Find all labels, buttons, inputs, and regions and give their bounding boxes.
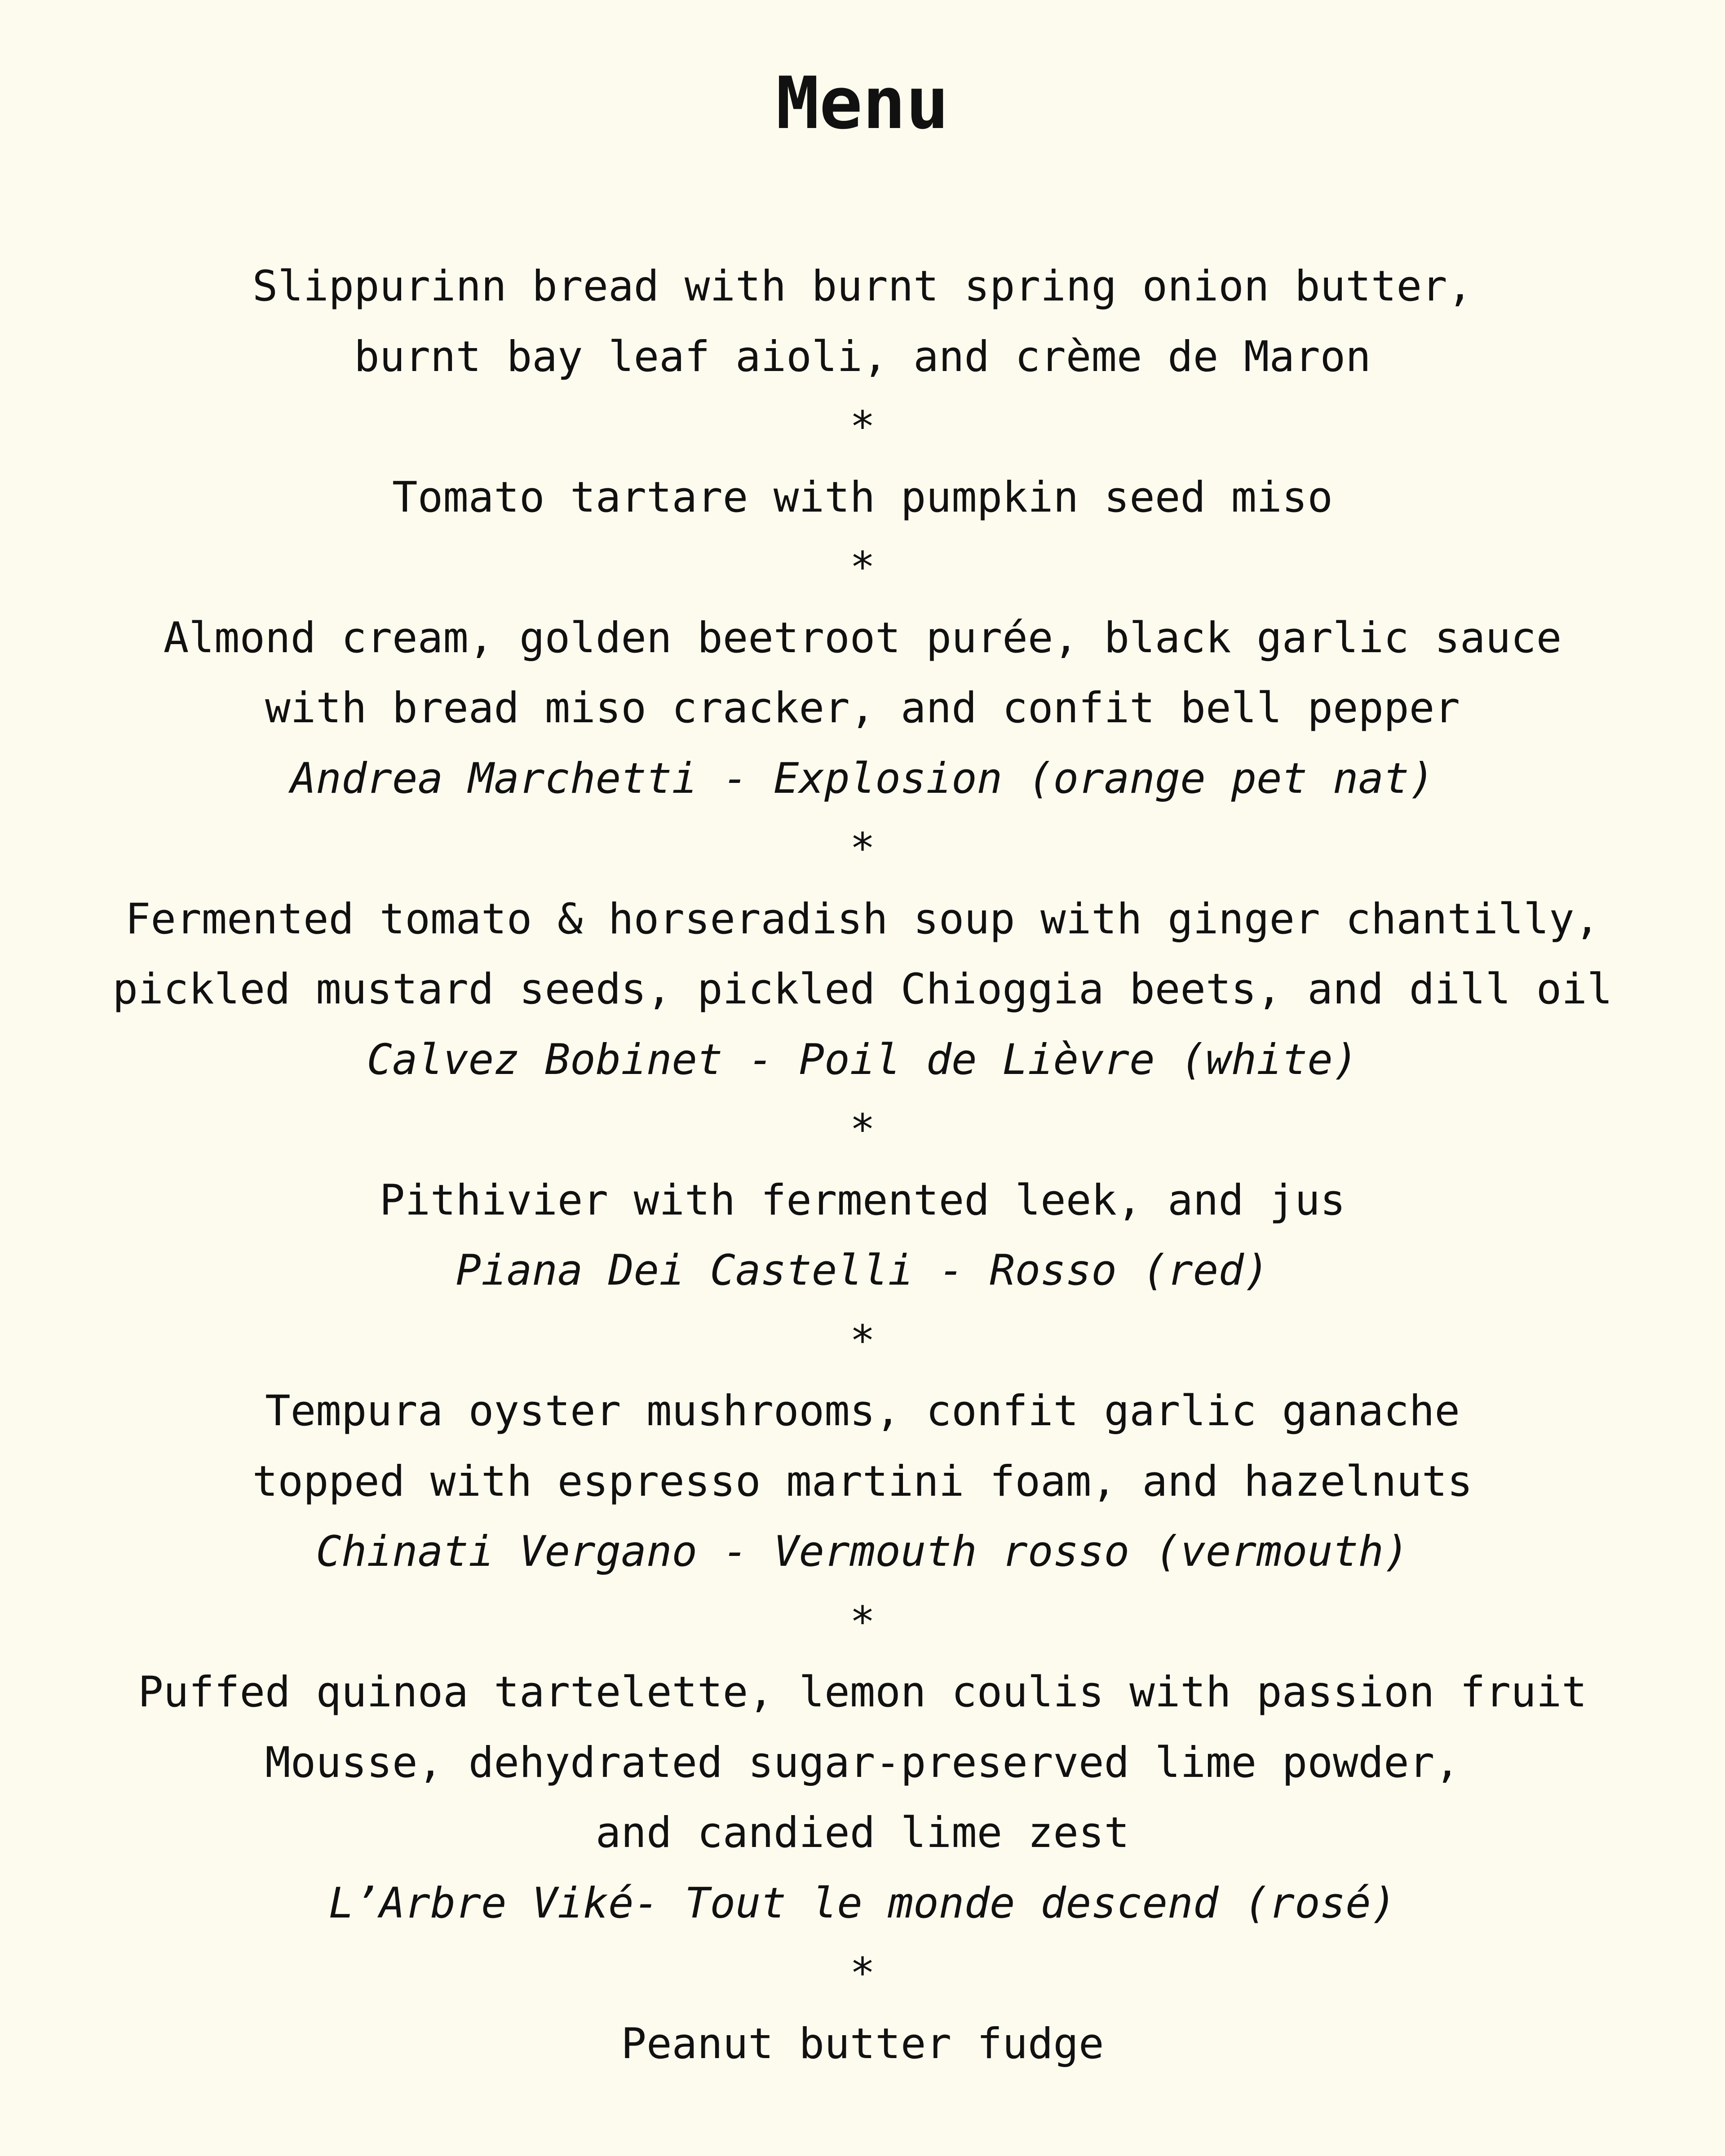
wine-pairing: Piana Dei Castelli - Rosso (red) [456,1246,1269,1295]
dish-line: Puffed quinoa tartelette, lemon coulis with passion fruit [138,1668,1587,1717]
page-title: Menu [776,61,949,145]
dish-line: topped with espresso martini foam, and hazelnuts [252,1457,1473,1506]
course-separator: * [849,1949,876,1998]
dish-line: pickled mustard seeds, pickled Chioggia beets, and dill oil [112,965,1613,1014]
wine-pairing: Andrea Marchetti - Explosion (orange pet nat) [290,754,1435,803]
course-separator: * [849,1597,876,1647]
dish-line: Tempura oyster mushrooms, confit garlic ganache [265,1387,1460,1436]
dish-line: with bread miso cracker, and confit bell pepper [265,684,1460,733]
dish-line: Mousse, dehydrated sugar-preserved lime powder, [265,1738,1460,1787]
menu-list [0,252,1725,2079]
dish-line: Peanut butter fudge [621,2019,1104,2068]
dish-line: Almond cream, golden beetroot purée, black garlic sauce [163,613,1562,663]
dish-line: Slippurinn bread with burnt spring onion butter, [252,262,1473,311]
dish-line: Pithivier with fermented leek, and jus [379,1175,1346,1225]
wine-pairing: Chinati Vergano - Vermouth rosso (vermouth) [316,1527,1409,1576]
course-separator: * [849,402,876,451]
wine-pairing: L’Arbre Viké- Tout le monde descend (rosé) [328,1878,1397,1928]
course-separator: * [849,1316,876,1365]
course-separator: * [849,543,876,592]
dish-line: and candied lime zest [595,1808,1130,1857]
dish-line: Fermented tomato & horseradish soup with ginger chantilly, [125,894,1600,944]
course-separator: * [849,824,876,873]
course-separator: * [849,1105,876,1154]
dish-line: burnt bay leaf aioli, and crème de Maron [354,332,1371,381]
dish-line: Tomato tartare with pumpkin seed miso [392,473,1333,522]
wine-pairing: Calvez Bobinet - Poil de Lièvre (white) [367,1035,1358,1084]
